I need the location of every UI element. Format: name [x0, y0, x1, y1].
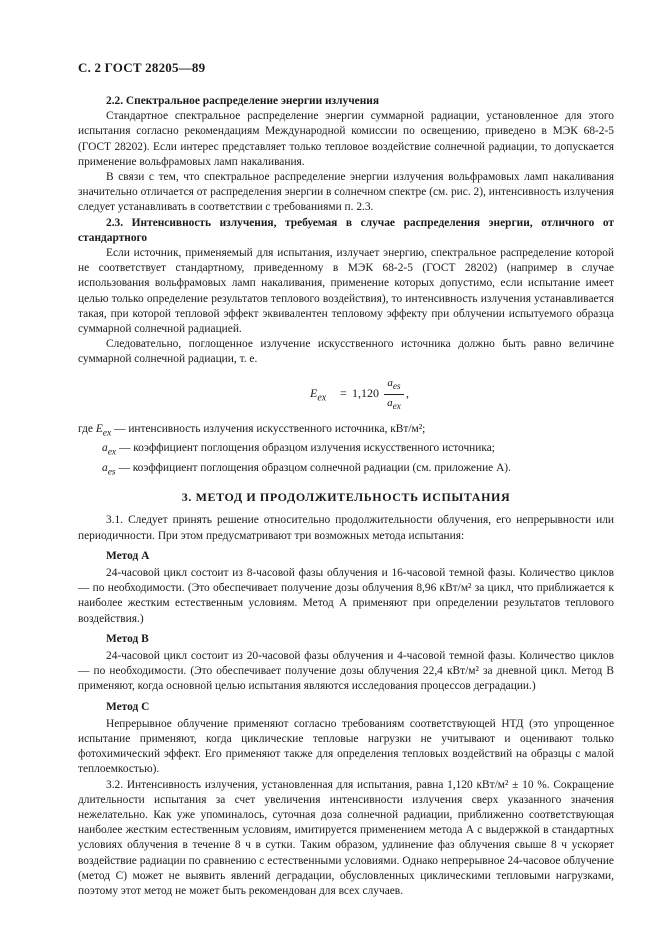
method-c-title: Метод С	[106, 700, 150, 713]
section-2-3-paragraph-2: Следовательно, поглощенное излучение искусственного источника должно быть равно величине суммарной солнечной радиации, т. е.	[78, 338, 614, 366]
section-2-2-paragraph-2: В связи с тем, что спектральное распределение энергии излучения вольфрамовых ламп накаливания значительно отличается от распределения энергии в солнечном спектре (см. рис. 2), интенсивность излучения следует устанавливать в соответствии с требованиями п. 2.3.	[78, 171, 614, 214]
formula	[78, 374, 614, 418]
section-2-3-heading: 2.3. Интенсивность излучения, требуемая в случае распределения энергии, отличного от стандартного	[78, 216, 614, 244]
formula-numerator: $a_{es}$	[387, 376, 401, 391]
formula-denominator: $a_{ex}$	[387, 396, 401, 412]
formula-lhs: $E_{ex}$	[310, 385, 327, 404]
symbol-definitions	[78, 422, 614, 480]
method-b-title: Метод В	[106, 632, 149, 645]
formula-comma: ,	[406, 385, 409, 400]
section-3-2-paragraph: 3.2. Интенсивность излучения, установленная для испытания, равна 1,120 кВт/м² ± 10 %. Сокращение длительности испытания за счет увеличения интенсивности излучения сверх указанного значения нежелательно. Как уже упоминалось, суточная доза солнечной радиации, приближенно соответствующая наиболее жестким естественным условиям, имитируется применением метода А с выдержкой в стандартных условиях облучения в течение 8 ч в сутки. Таким образом, удлинение фаз облучения свыше 8 ч ускоряет воздействие радиации по сравнению с естественными условиями. Однако непрерывное 24-часовое облучение (метод С) может не выявить явлений деградации, обусловленных циклическими тепловыми нагрузками, поэтому этот метод не может быть рекомендован для всех случаев.	[78, 778, 614, 897]
formula-equals: =	[340, 385, 347, 400]
method-a-title: Метод А	[106, 549, 150, 562]
method-c-text: Непрерывное облучение применяют согласно требованиям соответствующей НТД (это упрощенное испытание применяют, когда циклические тепловые нагрузки не учитывают и оценивают только фотохимический эффект. Его применяют также для определения тепловых воздействий на образцы с малой теплоемкостью).	[78, 717, 614, 776]
page-content	[78, 94, 614, 899]
section-2-2-heading: 2.2. Спектральное распределение энергии излучения	[106, 95, 379, 107]
formula-coefficient: 1,120	[352, 385, 379, 400]
method-a-text: 24-часовой цикл состоит из 8-часовой фазы облучения и 16-часовой темной фазы. Количество циклов — по необходимости. (Это обеспечивает получение дозы облучения 8,96 кВт/м² за цикл, что приближается к наиболее жестким естественным условиям. Метод А применяют при определении результатов теплового воздействия.)	[78, 566, 614, 625]
formula-fraction	[384, 376, 404, 413]
section-2-3-paragraph-1: Если источник, применяемый для испытания, излучает энергию, спектральное распределение которой не соответствует стандартному, приведенному в МЭК 68-2-5 (ГОСТ 28202) (например в случае использования вольфрамовых ламп накаливания, применение которых допустимо, если испытание имеет целью только определение результатов теплового воздействия), то интенсивность излучения устанавливается такая, при которой тепловой эффект эквивалентен тепловому эффекту при облучении испытуемого образца суммарной солнечной радиацией.	[78, 247, 614, 336]
fraction-bar	[384, 394, 404, 395]
section-3-title: 3. МЕТОД И ПРОДОЛЖИТЕЛЬНОСТЬ ИСПЫТАНИЯ	[181, 490, 511, 505]
section-2-2-paragraph-1: Стандартное спектральное распределение энергии суммарной радиации, установленное для этого испытания согласно рекомендациям Международной комиссии по освещению, приведено в МЭК 68-2-5 (ГОСТ 28202). Если интерес представляет только тепловое воздействие солнечной радиации, то допускается применение вольфрамовых ламп накаливания.	[78, 110, 614, 168]
section-3-1-paragraph: 3.1. Следует принять решение относительно продолжительности облучения, его непрерывности или периодичности. При этом предусматривают три возможных метода испытания:	[78, 514, 614, 542]
method-b-text: 24-часовой цикл состоит из 20-часовой фазы облучения и 4-часовой темной фазы. Количество циклов — по необходимости. (Это обеспечивает получение дозы облучения 22,4 кВт/м² за дневной цикл. Метод В применяют, когда основной целью испытания являются исследования процессов деградации.)	[78, 649, 614, 693]
page-header: С. 2 ГОСТ 28205—89	[78, 60, 206, 75]
definition-e-ex: где $E_{ex}$ — интенсивность излучения искусственного источника, кВт/м²;	[78, 422, 426, 438]
definition-a-ex: $a_{ex}$ — коэффициент поглощения образцом излучения искусственного источника;	[102, 442, 495, 458]
definition-a-es: $a_{es}$ — коэффициент поглощения образцом солнечной радиации (см. приложение А).	[102, 461, 511, 477]
